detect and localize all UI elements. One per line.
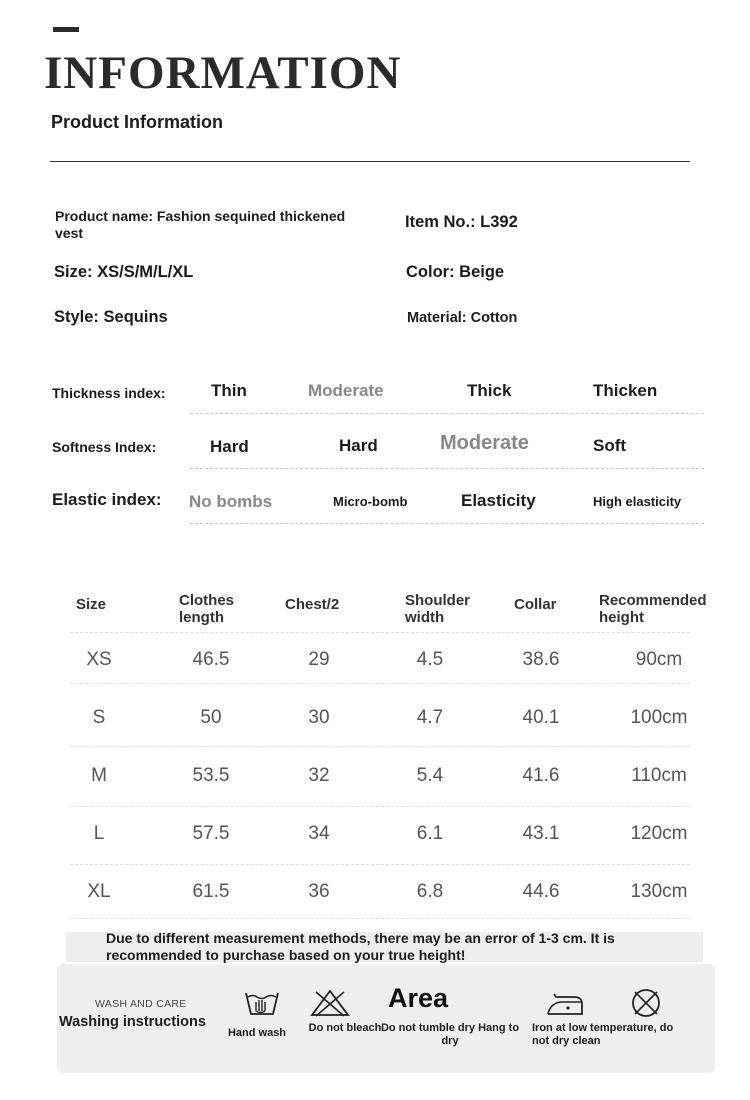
header-shoulder-width: Shoulder width: [405, 592, 471, 626]
section-subtitle: Product Information: [51, 112, 223, 132]
cell-height: 120cm: [630, 823, 688, 844]
cell-clothes-length: 61.5: [192, 881, 230, 902]
header-chest: Chest/2: [285, 596, 340, 613]
thickness-option-thicken: Thicken: [593, 381, 658, 400]
softness-option-hard-1: Hard: [210, 437, 249, 456]
cell-collar: 41.6: [522, 765, 560, 786]
cell-collar: 44.6: [522, 881, 560, 902]
row-divider: [70, 864, 690, 865]
table-divider: [70, 632, 690, 633]
table-row: [0, 707, 750, 737]
elastic-option-elasticity: Elasticity: [461, 491, 536, 510]
softness-index-label: Softness Index:: [52, 439, 157, 455]
softness-option-hard-2: Hard: [339, 436, 378, 455]
cell-collar: 40.1: [522, 707, 560, 728]
cell-size: XL: [87, 881, 111, 902]
product-style: Style: Sequins: [54, 308, 168, 326]
cell-chest: 34: [308, 823, 330, 844]
wash-and-care-tag: WASH AND CARE: [95, 998, 187, 1010]
cell-clothes-length: 53.5: [192, 765, 230, 786]
cell-size: L: [93, 823, 105, 844]
cell-height: 90cm: [635, 649, 683, 670]
item-number: Item No.: L392: [405, 213, 518, 231]
cell-shoulder: 6.8: [416, 881, 444, 902]
cell-size: XS: [86, 649, 112, 670]
cell-clothes-length: 57.5: [192, 823, 230, 844]
hand-wash-label: Hand wash: [227, 1027, 287, 1039]
cell-shoulder: 4.7: [416, 707, 444, 728]
area-text: Area: [388, 983, 449, 1013]
thickness-option-thick: Thick: [467, 381, 512, 400]
do-not-bleach-icon: [309, 988, 351, 1018]
cell-shoulder: 4.5: [416, 649, 444, 670]
cell-shoulder: 5.4: [416, 765, 444, 786]
thickness-index-label: Thickness index:: [52, 385, 166, 401]
cell-clothes-length: 50: [200, 707, 222, 728]
cell-size: S: [92, 707, 106, 728]
cell-shoulder: 6.1: [416, 823, 444, 844]
header-collar: Collar: [514, 596, 557, 613]
table-row: [0, 765, 750, 795]
softness-option-moderate: Moderate: [440, 432, 529, 454]
product-material: Material: Cotton: [407, 310, 518, 326]
cell-chest: 30: [308, 707, 330, 728]
table-row: [0, 881, 750, 911]
softness-option-soft: Soft: [593, 436, 627, 455]
table-row: [0, 823, 750, 853]
thickness-option-moderate: Moderate: [308, 381, 384, 400]
elastic-option-high-elasticity: High elasticity: [593, 494, 682, 509]
cell-height: 130cm: [630, 881, 688, 902]
do-not-tumble-dry-label: Do not tumble dry Hang to dry: [380, 1022, 520, 1047]
elastic-divider: [190, 523, 704, 524]
cell-collar: 38.6: [522, 649, 560, 670]
header-recommended-height: Recommended height: [599, 592, 707, 626]
elastic-option-micro-bomb: Micro-bomb: [333, 494, 408, 509]
iron-low-icon: [542, 990, 586, 1018]
product-size: Size: XS/S/M/L/XL: [54, 263, 194, 281]
cell-clothes-length: 46.5: [192, 649, 230, 670]
washing-instructions-title: Washing instructions: [59, 1014, 206, 1030]
cell-chest: 36: [308, 881, 330, 902]
page-title: INFORMATION: [44, 47, 402, 99]
row-divider: [70, 683, 690, 684]
do-not-bleach-label: Do not bleach: [308, 1022, 382, 1034]
cell-size: M: [91, 765, 107, 786]
elastic-option-no-bombs: No bombs: [189, 492, 273, 511]
thickness-option-thin: Thin: [211, 381, 247, 400]
header-size: Size: [76, 596, 107, 613]
cell-height: 110cm: [631, 765, 687, 786]
table-row: [0, 649, 750, 679]
product-color: Color: Beige: [406, 263, 505, 281]
cell-collar: 43.1: [522, 823, 560, 844]
cell-chest: 29: [308, 649, 330, 670]
product-name: Product name: Fashion sequined thickened vest: [55, 208, 346, 241]
do-not-dry-clean-icon: [630, 987, 662, 1019]
row-divider: [70, 806, 690, 807]
thickness-divider: [190, 413, 704, 414]
divider: [50, 161, 690, 162]
elastic-index-label: Elastic index:: [52, 490, 162, 509]
hand-wash-icon: [244, 987, 280, 1017]
iron-low-label: Iron at low temperature, do not dry clean: [532, 1022, 674, 1047]
header-clothes-length: Clothes length: [179, 592, 235, 626]
row-divider: [70, 746, 690, 747]
cell-height: 100cm: [630, 707, 688, 728]
measurement-note: Due to different measurement methods, there may be an error of 1-3 cm. It is recommended to purchase based on your true height!: [106, 930, 615, 963]
softness-divider: [190, 468, 704, 469]
cell-chest: 32: [308, 765, 330, 786]
header-dash: [53, 27, 79, 32]
row-divider: [70, 918, 690, 919]
